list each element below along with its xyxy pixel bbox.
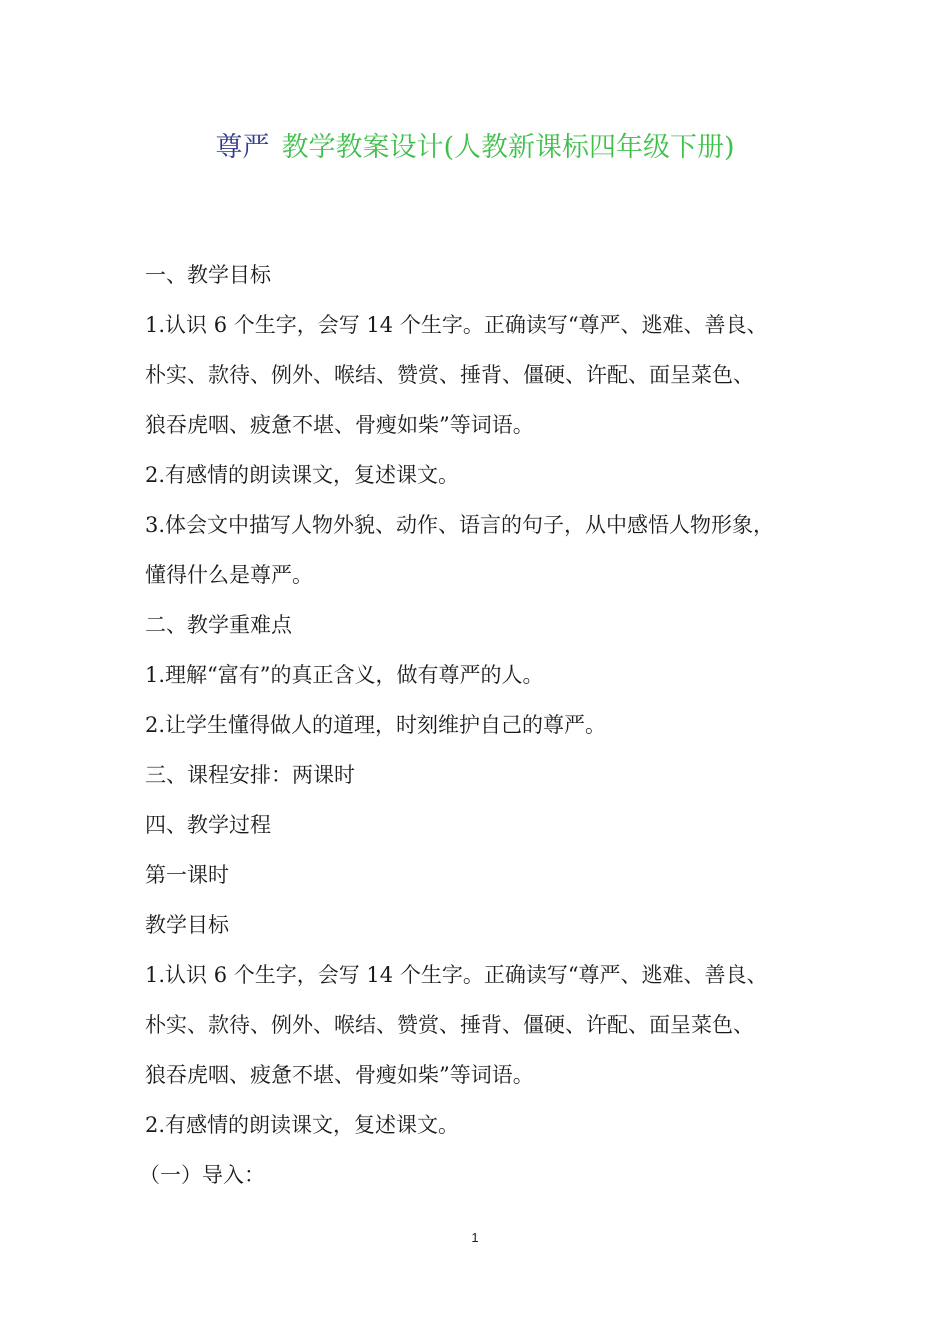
body-line: 2.有感情的朗读课文，复述课文。 (145, 463, 460, 487)
body-line: 1.认识 6 个生字，会写 14 个生字。正确读写“尊严、逃难、善良、 (145, 313, 768, 337)
sub-heading: （一）导入： (139, 1163, 265, 1187)
body-line: 懂得什么是尊严。 (145, 563, 313, 587)
body-line: 1.认识 6 个生字，会写 14 个生字。正确读写“尊严、逃难、善良、 (145, 963, 768, 987)
sub-heading: 第一课时 (145, 863, 229, 887)
body-line: 狼吞虎咽、疲惫不堪、骨瘦如柴”等词语。 (145, 413, 534, 437)
section-heading: 一、教学目标 (145, 263, 271, 287)
document-title (0, 128, 950, 168)
title-subtitle: 教学教案设计(人教新课标四年级下册) (281, 132, 735, 163)
body-line: 2.有感情的朗读课文，复述课文。 (145, 1113, 460, 1137)
section-heading: 三、课程安排：两课时 (145, 763, 355, 787)
section-heading: 二、教学重难点 (145, 613, 292, 637)
section-heading: 四、教学过程 (145, 813, 271, 837)
body-line: 朴实、款待、例外、喉结、赞赏、捶背、僵硬、许配、面呈菜色、 (145, 1013, 754, 1037)
body-line: 3.体会文中描写人物外貌、动作、语言的句子，从中感悟人物形象， (145, 513, 775, 537)
page-number: 1 (471, 1230, 479, 1245)
sub-heading: 教学目标 (145, 913, 229, 937)
document-body (139, 255, 835, 1205)
title-lesson-name: 尊严 (215, 132, 270, 163)
body-line: 2.让学生懂得做人的道理，时刻维护自己的尊严。 (145, 713, 607, 737)
body-line: 狼吞虎咽、疲惫不堪、骨瘦如柴”等词语。 (145, 1063, 534, 1087)
body-line: 1.理解“富有”的真正含义，做有尊严的人。 (145, 663, 544, 687)
body-line: 朴实、款待、例外、喉结、赞赏、捶背、僵硬、许配、面呈菜色、 (145, 363, 754, 387)
